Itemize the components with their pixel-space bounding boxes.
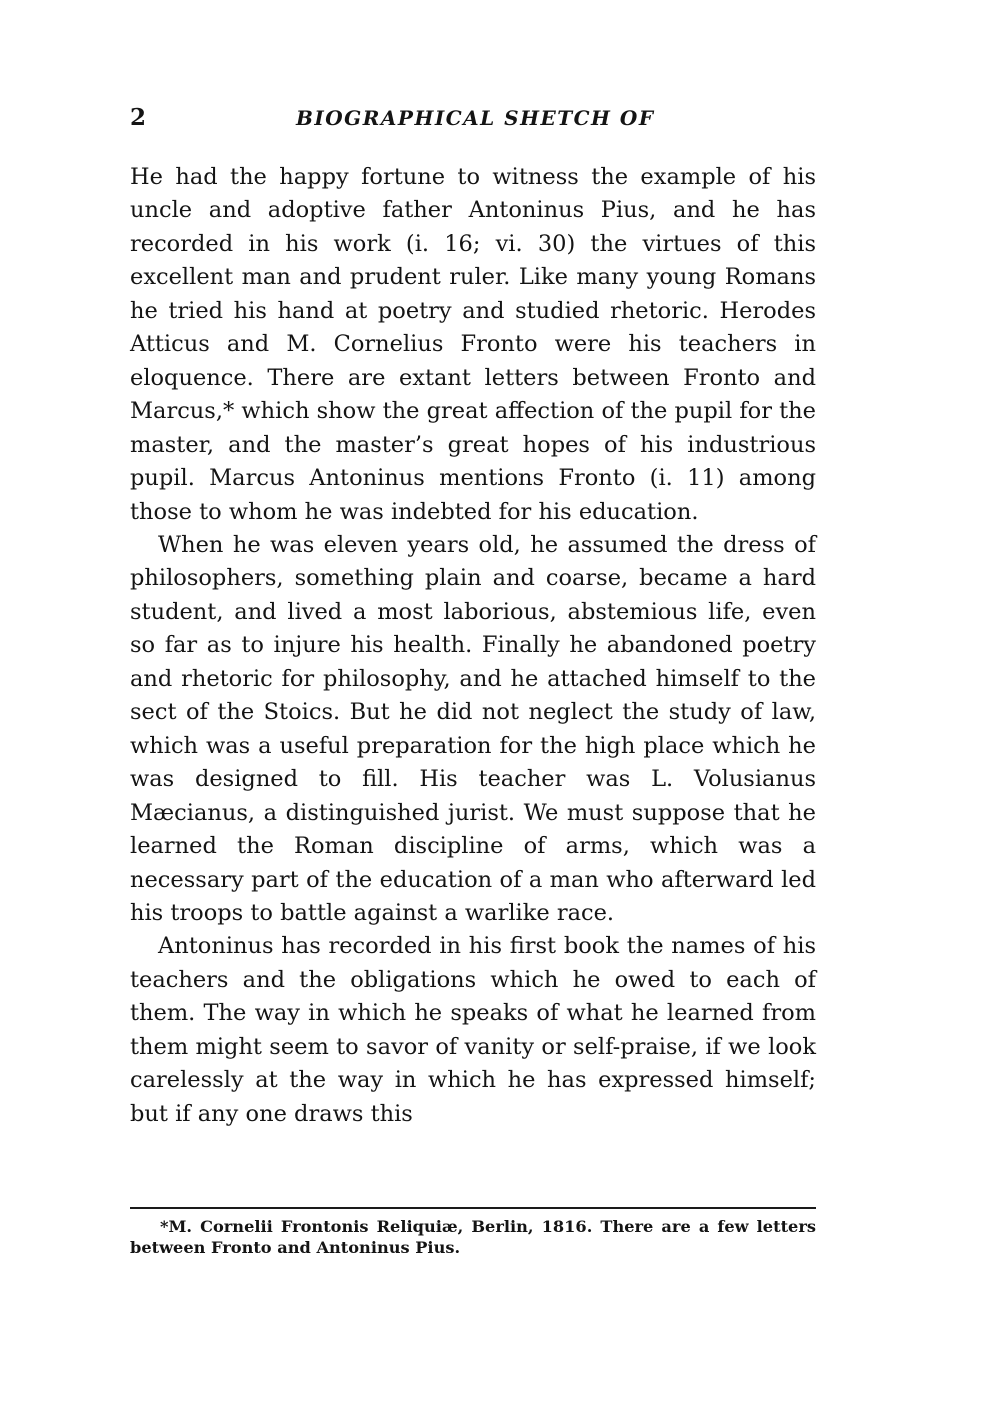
footnote: *M. Cornelii Frontonis Reliquiæ, Berlin, 1816. There are a few letters between Fronto and Antoninus Pius.	[130, 1217, 816, 1257]
footnote-divider	[130, 1207, 816, 1209]
body-text	[130, 161, 816, 1131]
page-number: 2	[130, 104, 147, 131]
paragraph-1: He had the happy fortune to witness the example of his uncle and adoptive father Antoninus Pius, and he has recorded in his work (i. 16; vi. 30) the virtues of this excellent man and prudent ruler. Like many young Romans he tried his hand at poetry and studied rhetoric. Herodes Atticus and M. Cornelius Fronto were his teachers in eloquence. There are extant letters between Fronto and Marcus,* which show the great affection of the pupil for the master, and the master’s great hopes of his industrious pupil. Marcus Antoninus mentions Fronto (i. 11) among those to whom he was indebted for his education.	[130, 164, 816, 525]
page-header	[130, 100, 816, 136]
paragraph-2: When he was eleven years old, he assumed the dress of philosophers, something plain and coarse, became a hard student, and lived a most laborious, abstemious life, even so far as to injure his health. Finally he abandoned poetry and rhetoric for philosophy, and he attached himself to the sect of the Stoics. But he did not neglect the study of law, which was a useful preparation for the high place which he was designed to fill. His teacher was L. Volusianus Mæcianus, a distinguished jurist. We must suppose that he learned the Roman discipline of arms, which was a necessary part of the education of a man who afterward led his troops to battle against a warlike race.	[130, 531, 816, 926]
paragraph-3: Antoninus has recorded in his first book the names of his teachers and the obligations which he owed to each of them. The way in which he speaks of what he learned from them might seem to savor of vanity or self-praise, if we look carelessly at the way in which he has expressed himself; but if any one draws this	[130, 933, 816, 1127]
running-head: BIOGRAPHICAL SHETCH OF	[296, 106, 655, 130]
